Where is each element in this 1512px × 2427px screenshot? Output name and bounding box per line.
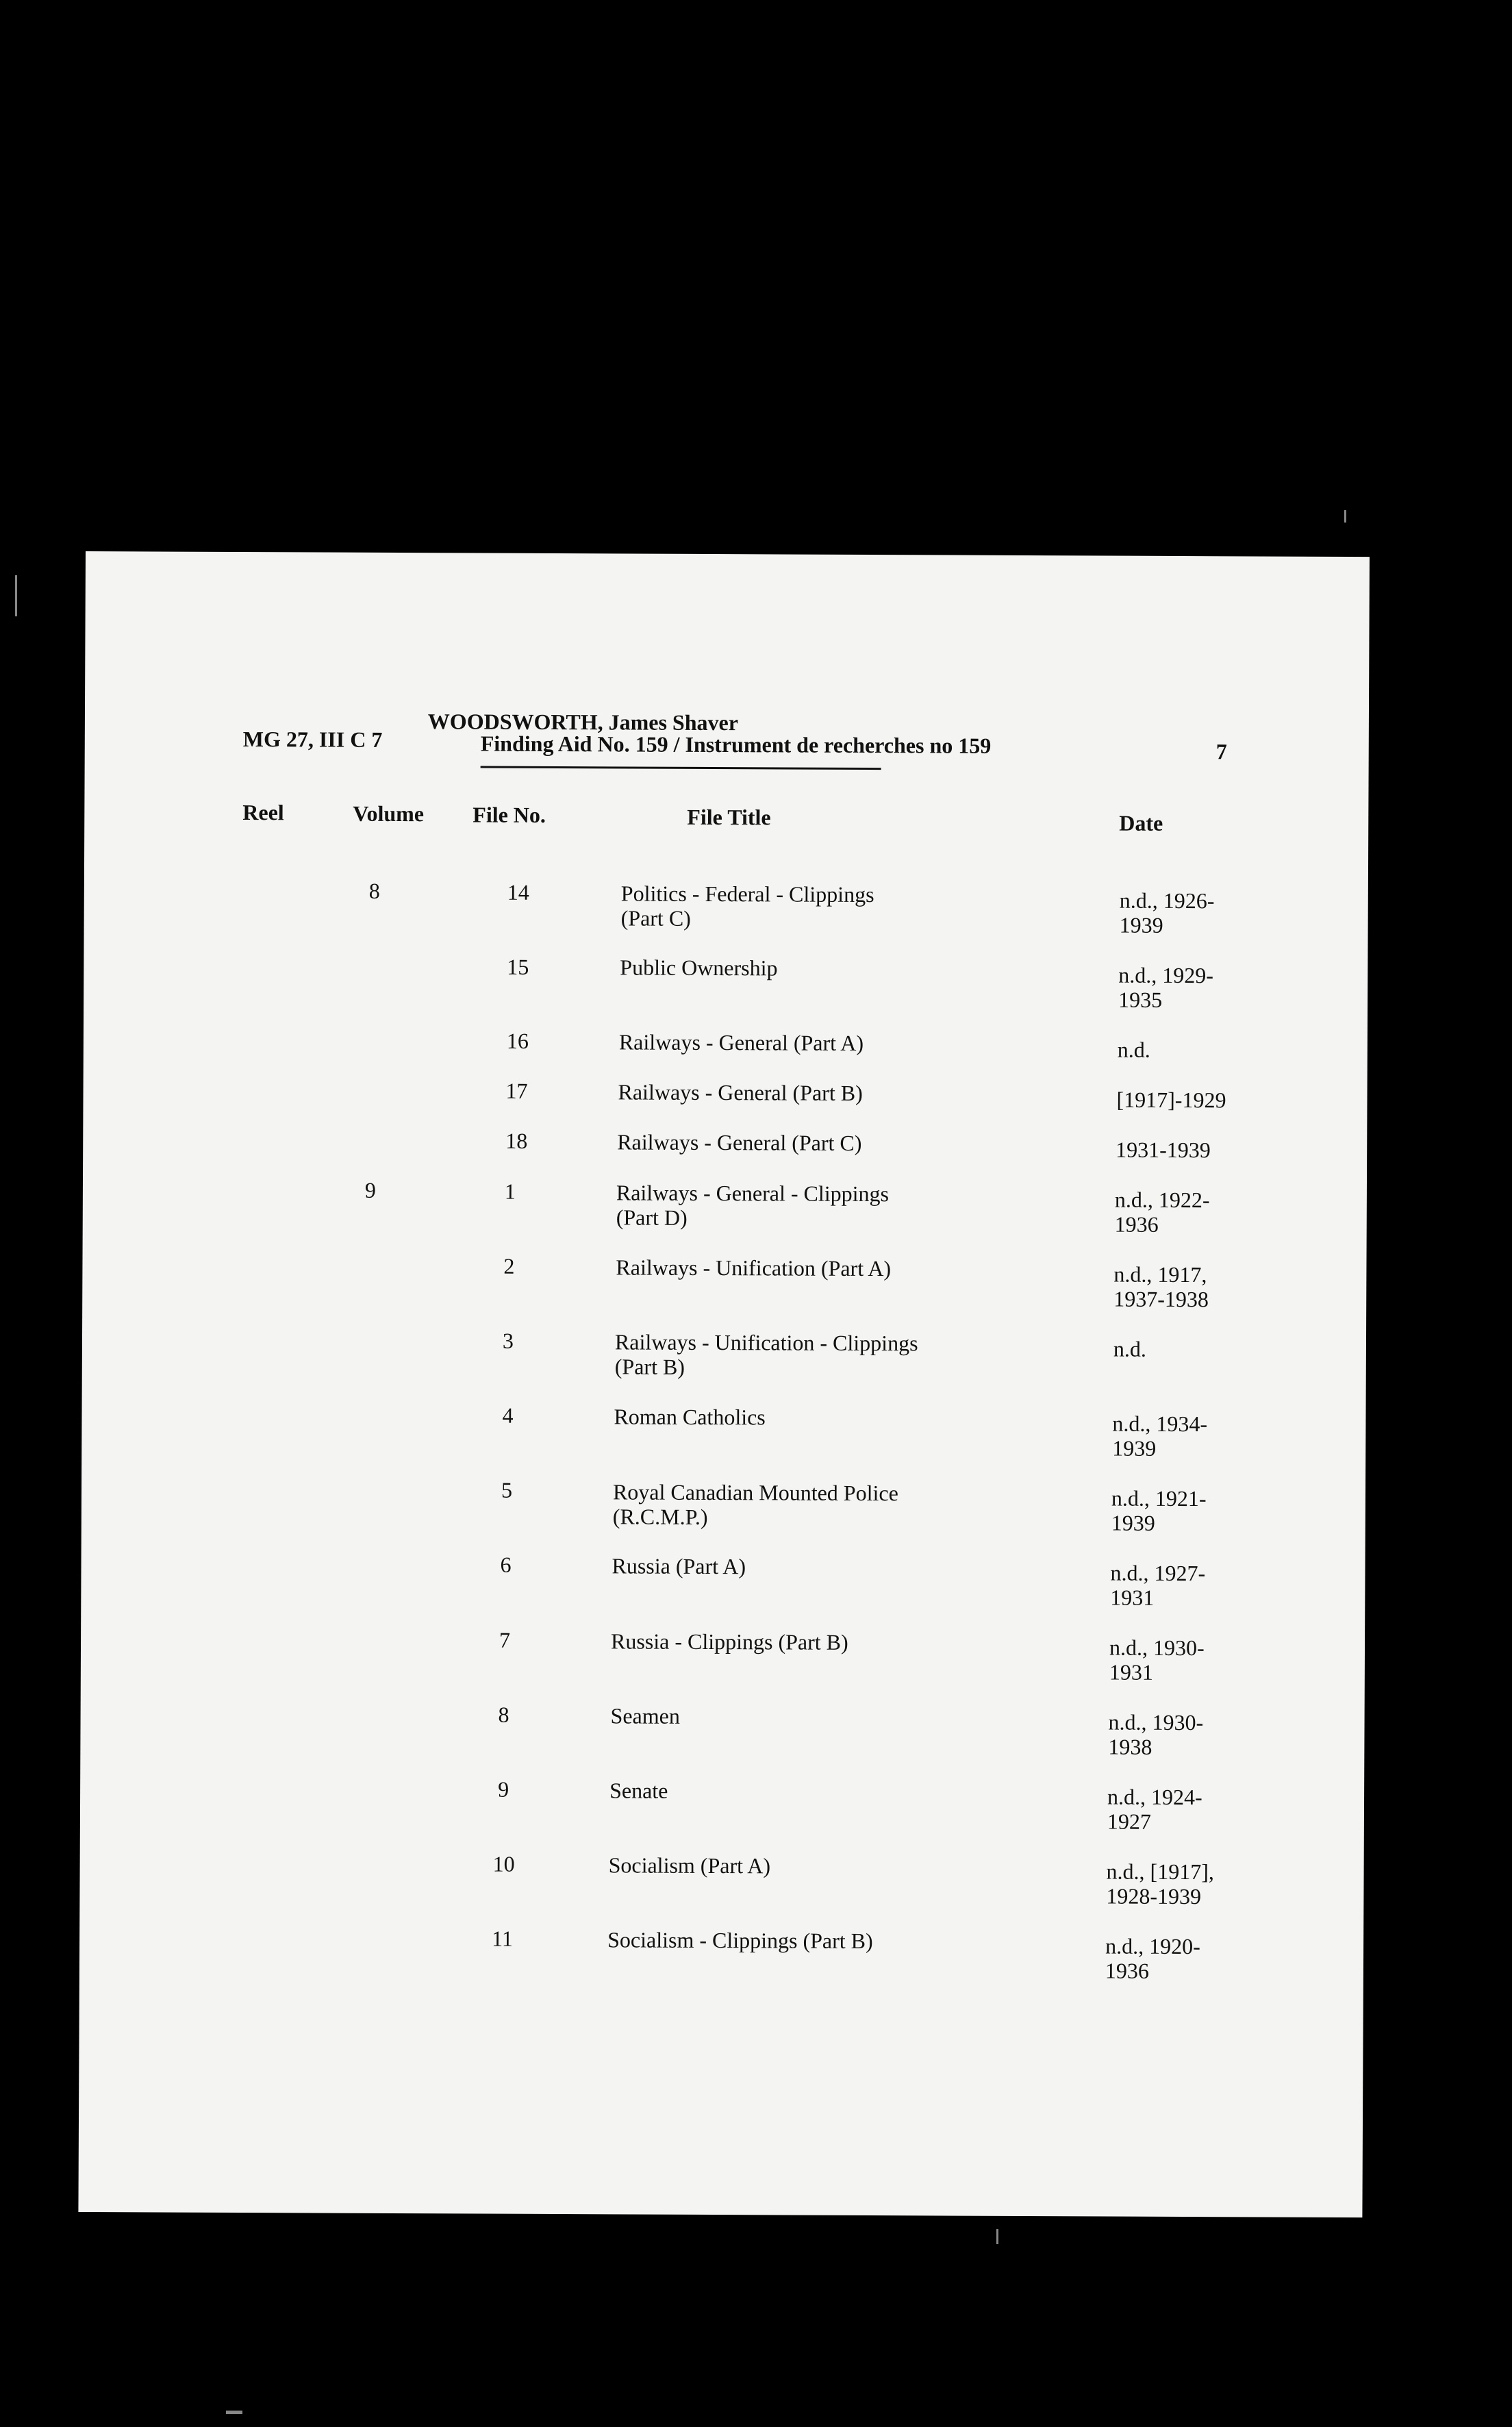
file-no-cell: 3: [502, 1328, 514, 1353]
file-title-cell: Royal Canadian Mounted Police (R.C.M.P.): [612, 1479, 898, 1529]
file-no-cell: 6: [500, 1552, 512, 1577]
date-cell: n.d., 1930- 1938: [1108, 1709, 1204, 1759]
finding-aid-title: Finding Aid No. 159 / Instrument de recherches no 159: [480, 731, 992, 758]
column-heading-date: Date: [1119, 810, 1163, 835]
file-no-cell: 14: [507, 879, 529, 905]
column-heading-volume: Volume: [353, 801, 425, 827]
file-title-cell: Senate: [609, 1778, 668, 1803]
volume-cell: 8: [368, 878, 380, 903]
file-no-cell: 8: [498, 1702, 509, 1727]
file-title-cell: Railways - Unification (Part A): [616, 1255, 892, 1281]
date-cell: n.d.: [1113, 1336, 1147, 1361]
date-cell: n.d., 1929- 1935: [1118, 962, 1214, 1012]
page-number: 7: [1215, 739, 1227, 764]
date-cell: 1931-1939: [1116, 1137, 1211, 1163]
file-no-cell: 11: [492, 1926, 514, 1951]
date-cell: n.d., 1917, 1937-1938: [1113, 1261, 1209, 1312]
film-speck: [996, 2229, 998, 2244]
file-title-cell: Public Ownership: [620, 955, 778, 981]
date-cell: n.d., [1917], 1928-1939: [1106, 1859, 1214, 1909]
file-no-cell: 9: [498, 1776, 509, 1802]
collection-reference: MG 27, III C 7: [242, 727, 383, 752]
date-cell: n.d., 1934- 1939: [1112, 1411, 1208, 1461]
header-rule: [481, 766, 881, 770]
column-heading-file-title: File Title: [687, 804, 771, 830]
film-speck: [1344, 510, 1346, 523]
file-no-cell: 2: [503, 1253, 515, 1279]
volume-cell: 9: [364, 1177, 377, 1203]
file-title-cell: Socialism (Part A): [608, 1852, 771, 1878]
date-cell: [1917]-1929: [1116, 1087, 1226, 1113]
file-title-cell: Roman Catholics: [614, 1404, 766, 1430]
file-no-cell: 10: [492, 1851, 515, 1876]
file-title-cell: Politics - Federal - Clippings (Part C): [620, 881, 874, 931]
file-title-cell: Railways - General (Part B): [618, 1079, 863, 1105]
file-no-cell: 5: [501, 1477, 513, 1502]
date-cell: n.d., 1930- 1931: [1109, 1635, 1205, 1685]
file-no-cell: 15: [507, 954, 529, 979]
file-title-cell: Seamen: [610, 1703, 680, 1728]
date-cell: n.d., 1922- 1936: [1114, 1187, 1210, 1237]
file-no-cell: 17: [505, 1078, 528, 1103]
date-cell: n.d., 1926- 1939: [1119, 888, 1215, 938]
fonds-name: WOODSWORTH, James Shaver: [427, 709, 739, 735]
film-scratch: [15, 575, 17, 616]
file-title-cell: Socialism - Clippings (Part B): [607, 1927, 873, 1954]
file-title-cell: Railways - Unification - Clippings (Part B): [614, 1329, 918, 1379]
file-no-cell: 16: [506, 1028, 529, 1053]
date-cell: n.d.: [1117, 1037, 1150, 1062]
file-no-cell: 1: [504, 1179, 516, 1204]
file-no-cell: 4: [502, 1403, 514, 1428]
file-title-cell: Russia - Clippings (Part B): [610, 1629, 848, 1655]
column-heading-file-no: File No.: [473, 802, 546, 827]
file-title-cell: Railways - General (Part A): [618, 1029, 864, 1055]
file-title-cell: Russia (Part A): [612, 1553, 746, 1579]
file-no-cell: 18: [505, 1128, 528, 1153]
date-cell: n.d., 1927- 1931: [1110, 1560, 1206, 1610]
column-heading-reel: Reel: [242, 800, 284, 825]
file-title-cell: Railways - General (Part C): [617, 1129, 862, 1155]
date-cell: n.d., 1921- 1939: [1111, 1485, 1207, 1535]
document-page: [78, 551, 1370, 2217]
date-cell: n.d., 1920- 1936: [1105, 1933, 1200, 1983]
date-cell: n.d., 1924- 1927: [1107, 1784, 1202, 1834]
file-title-cell: Railways - General - Clippings (Part D): [616, 1180, 890, 1230]
film-speck: [226, 2411, 242, 2414]
file-no-cell: 7: [499, 1627, 511, 1652]
